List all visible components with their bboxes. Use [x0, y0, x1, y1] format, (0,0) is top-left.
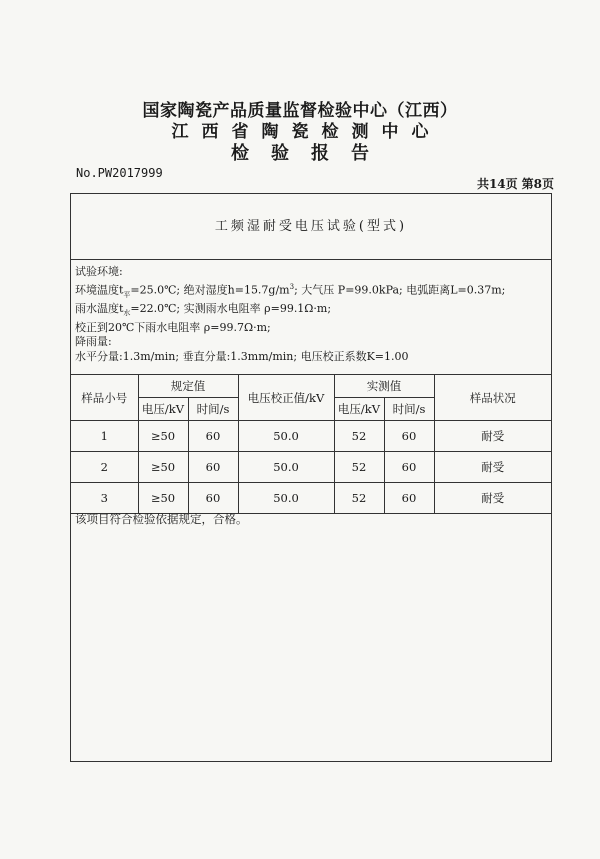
cell-status: 耐受 [434, 483, 551, 514]
header-institution: 国家陶瓷产品质量监督检验中心（江西） [142, 101, 458, 121]
cell-meas-time: 60 [384, 421, 434, 452]
cell-meas-time: 60 [384, 483, 434, 514]
page-count [477, 175, 554, 192]
cell-meas-voltage: 52 [334, 421, 384, 452]
th-meas-time: 时间/s [384, 398, 434, 421]
results-table [71, 374, 551, 514]
total-pages: 共14页 [476, 177, 518, 191]
th-sample-no: 样品小号 [71, 375, 138, 421]
cell-spec-time: 60 [188, 421, 238, 452]
th-measured: 实测值 [334, 375, 434, 398]
th-spec-voltage: 电压/kV [138, 398, 188, 421]
cell-spec-time: 60 [188, 452, 238, 483]
cell-corrected: 50.0 [238, 452, 334, 483]
cell-corrected: 50.0 [238, 483, 334, 514]
conclusion-text: 该项目符合检验依据规定，合格。 [75, 512, 248, 526]
cell-meas-time: 60 [384, 452, 434, 483]
current-page: 第8页 [521, 177, 554, 191]
table-row [71, 452, 551, 483]
th-specified: 规定值 [138, 375, 238, 398]
cell-corrected: 50.0 [238, 421, 334, 452]
env-heading: 试验环境: [75, 265, 123, 278]
env-line-5: 水平分量:1.3m/min; 垂直分量:1.3mm/min; 电压校正系数K=1.00 [75, 349, 409, 363]
env-line-3: 校正到20℃下雨水电阻率 ρ=99.7Ω·m; [75, 320, 271, 334]
cell-spec-voltage: ≥50 [138, 421, 188, 452]
cell-meas-voltage: 52 [334, 483, 384, 514]
env-line-2: 雨水温度$t_水=22.0℃$; 实测雨水电阻率 ρ=99.1Ω·m; [75, 301, 332, 318]
test-environment [75, 265, 547, 364]
report-number: No.PW2017999 [76, 166, 163, 180]
test-title: 工频湿耐受电压试验(型式) [71, 194, 551, 260]
th-spec-time: 时间/s [188, 398, 238, 421]
cell-sample-no: 1 [71, 421, 138, 452]
header-center: 江西省陶瓷检测中心 [171, 122, 442, 142]
header-report-title: 检验报告 [231, 143, 391, 164]
cell-spec-time: 60 [188, 483, 238, 514]
th-corrected: 电压校正值/kV [238, 375, 334, 421]
cell-spec-voltage: ≥50 [138, 452, 188, 483]
table-row [71, 483, 551, 514]
th-status: 样品状况 [434, 375, 551, 421]
env-line-4: 降雨量: [75, 335, 112, 349]
cell-sample-no: 3 [71, 483, 138, 514]
report-frame [70, 193, 552, 762]
table-row [71, 421, 551, 452]
cell-sample-no: 2 [71, 452, 138, 483]
cell-spec-voltage: ≥50 [138, 483, 188, 514]
cell-status: 耐受 [434, 452, 551, 483]
env-line-1: 环境温度$t_平=25.0℃$; 绝对湿度$h=15.7g/m^3$; 大气压 P=99.0kPa; 电弧距离L=0.37m; [75, 282, 506, 299]
cell-meas-voltage: 52 [334, 452, 384, 483]
cell-status: 耐受 [434, 421, 551, 452]
th-meas-voltage: 电压/kV [334, 398, 384, 421]
